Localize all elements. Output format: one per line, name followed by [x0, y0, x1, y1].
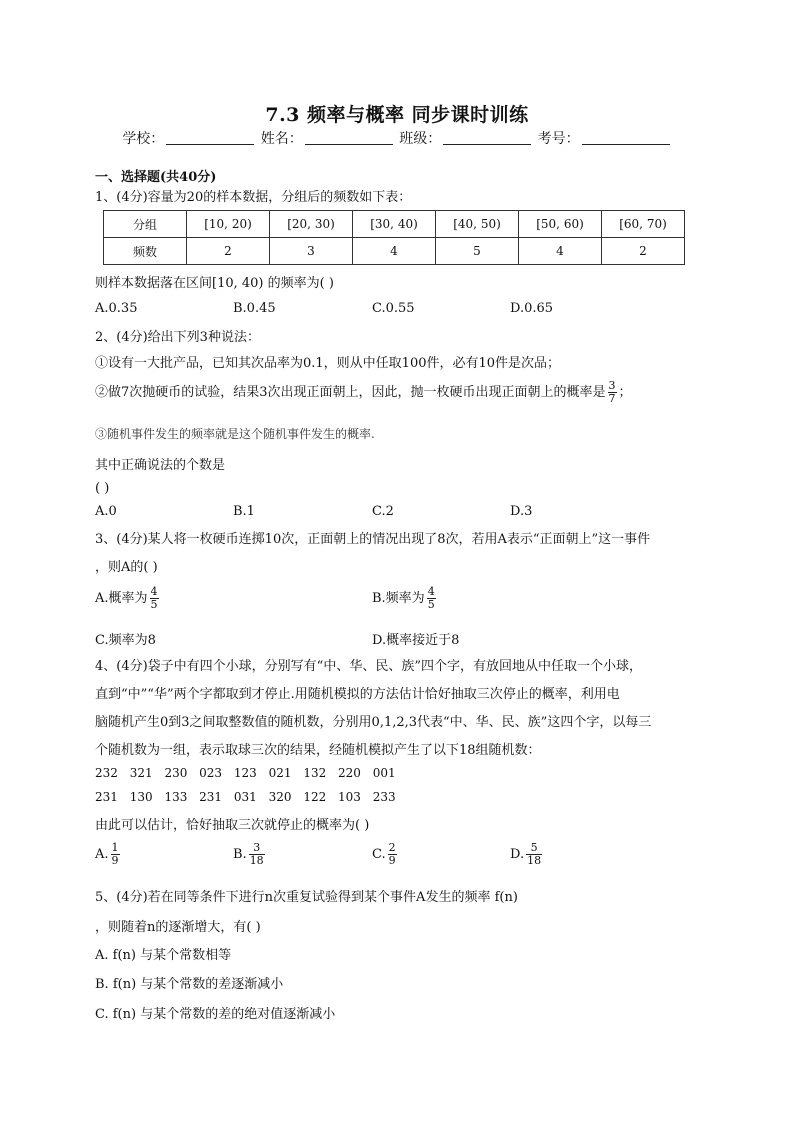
random-numbers-row-2: 231 130 133 231 031 320 122 103 233 — [95, 790, 396, 804]
class-label: 班级： — [399, 131, 442, 147]
fraction — [111, 842, 120, 867]
class-blank[interactable] — [443, 130, 531, 145]
table-header-cell: 频数 — [104, 238, 187, 265]
section-heading: 一、选择题(共40分) — [95, 170, 217, 185]
q2-answer-paren: ( ) — [95, 481, 110, 496]
q4-stem-line-3: 脑随机产生0到3之间取整数值的随机数，分别用0,1,2,3代表“中、华、民、族”这四个字，以每三 — [95, 715, 652, 730]
q1-option-c[interactable]: C.0.55 — [372, 301, 415, 316]
q5-stem-continued: ，则随着n的逐渐增大，有( ) — [95, 920, 261, 935]
q2-statement-2-end: ； — [618, 385, 632, 400]
name-label: 姓名： — [260, 131, 303, 147]
fraction — [526, 842, 542, 867]
q2-statement-3: ③随机事件发生的频率就是这个随机事件发生的概率. — [95, 427, 375, 441]
fraction — [608, 380, 617, 405]
name-blank[interactable] — [305, 130, 393, 145]
q3-option-b[interactable] — [372, 586, 438, 611]
q2-option-b[interactable]: B.1 — [233, 504, 255, 519]
table-cell: [60, 70) — [602, 211, 685, 238]
fraction-denominator: 18 — [249, 854, 264, 867]
exam-no-label: 考号： — [537, 131, 580, 147]
q4-stem-line-1: 4、(4分)袋子中有四个小球，分别写有“中、华、民、族”四个字，有放回地从中任取一个小球， — [95, 659, 642, 674]
fraction — [388, 842, 397, 867]
table-row — [104, 211, 685, 238]
q1-option-b[interactable]: B.0.45 — [233, 301, 276, 316]
q1-option-a[interactable]: A.0.35 — [95, 301, 138, 316]
q4-option-d-label: D. — [510, 847, 525, 862]
q1-stem: 1、(4分)容量为20的样本数据，分组后的频数如下表： — [95, 190, 412, 205]
table-row — [104, 238, 685, 265]
fraction — [249, 842, 265, 867]
q4-option-b[interactable] — [233, 842, 267, 867]
table-cell: [10, 20) — [187, 211, 270, 238]
table-cell: 4 — [519, 238, 602, 265]
fraction-denominator: 18 — [527, 854, 542, 867]
q4-option-d[interactable] — [510, 842, 544, 867]
q2-statement-2 — [95, 380, 632, 405]
exam-no-blank[interactable] — [582, 130, 670, 145]
q5-stem: 5、(4分)若在同等条件下进行n次重复试验得到某个事件A发生的频率 f(n) — [95, 890, 518, 905]
fraction-numerator: 3 — [608, 379, 616, 392]
fraction-denominator: 5 — [150, 598, 158, 611]
q5-option-b[interactable]: B. f(n) 与某个常数的差逐渐减小 — [95, 977, 284, 992]
table-cell: [40, 50) — [436, 211, 519, 238]
q1-question: 则样本数据落在区间[10, 40) 的频率为( ) — [95, 276, 334, 291]
q4-question: 由此可以估计，恰好抽取三次就停止的概率为( ) — [95, 818, 370, 833]
q2-stem: 2、(4分)给出下列3种说法： — [95, 330, 260, 345]
q4-option-b-label: B. — [233, 847, 247, 862]
q2-statement-2-text: ②做7次抛硬币的试验，结果3次出现正面朝上，因此，抛一枚硬币出现正面朝上的概率是 — [95, 385, 606, 400]
fraction-denominator: 5 — [427, 598, 435, 611]
fraction-numerator: 4 — [150, 585, 158, 598]
fraction-denominator: 9 — [111, 854, 119, 867]
q3-option-b-text: B.频率为 — [372, 591, 425, 606]
q4-option-a[interactable] — [95, 842, 122, 867]
table-cell: 2 — [187, 238, 270, 265]
q3-stem: 3、(4分)某人将一枚硬币连掷10次，正面朝上的情况出现了8次，若用A表示“正面朝上”这一事件 — [95, 532, 651, 547]
q1-option-d[interactable]: D.0.65 — [510, 301, 554, 316]
table-header-cell: 分组 — [104, 211, 187, 238]
fraction-numerator: 2 — [388, 841, 396, 854]
q3-option-d[interactable]: D.概率接近于8 — [372, 633, 460, 648]
q4-option-c-label: C. — [372, 847, 386, 862]
table-cell: [30, 40) — [353, 211, 436, 238]
q3-option-c[interactable]: C.频率为8 — [95, 633, 156, 648]
table-cell: 5 — [436, 238, 519, 265]
fraction-denominator: 7 — [608, 392, 616, 405]
fraction-denominator: 9 — [388, 854, 396, 867]
q2-option-d[interactable]: D.3 — [510, 504, 533, 519]
q5-option-a[interactable]: A. f(n) 与某个常数相等 — [95, 948, 232, 963]
table-cell: 2 — [602, 238, 685, 265]
q2-question: 其中正确说法的个数是 — [95, 458, 226, 473]
q4-stem-line-2: 直到“中”“华”两个字都取到才停止.用随机模拟的方法估计恰好抽取三次停止的概率，利用电 — [95, 687, 620, 702]
q3-option-a-text: A.概率为 — [95, 591, 148, 606]
school-blank[interactable] — [166, 130, 254, 145]
table-cell: 4 — [353, 238, 436, 265]
q4-option-a-label: A. — [95, 847, 109, 862]
page-title: 7.3 频率与概率 同步课时训练 — [265, 104, 529, 126]
school-label: 学校： — [122, 131, 165, 147]
student-info-line — [0, 128, 794, 148]
fraction-numerator: 5 — [526, 842, 542, 855]
q5-option-c[interactable]: C. f(n) 与某个常数的差的绝对值逐渐减小 — [95, 1007, 336, 1022]
q2-statement-1: ①设有一大批产品，已知其次品率为0.1，则从中任取100件，必有10件是次品； — [95, 356, 561, 371]
q4-stem-line-4: 个随机数为一组，表示取球三次的结果，经随机模拟产生了以下18组随机数： — [95, 743, 541, 758]
q4-option-c[interactable] — [372, 842, 399, 867]
table-cell: [20, 30) — [270, 211, 353, 238]
frequency-table — [103, 210, 685, 265]
table-cell: [50, 60) — [519, 211, 602, 238]
q2-option-c[interactable]: C.2 — [372, 504, 394, 519]
random-numbers-row-1: 232 321 230 023 123 021 132 220 001 — [95, 766, 396, 780]
table-cell: 3 — [270, 238, 353, 265]
q3-option-a[interactable] — [95, 586, 161, 611]
fraction-numerator: 1 — [111, 841, 119, 854]
q3-stem-continued: ，则A的( ) — [95, 560, 158, 575]
fraction-numerator: 4 — [427, 585, 435, 598]
fraction — [150, 586, 159, 611]
q2-option-a[interactable]: A.0 — [95, 504, 117, 519]
fraction-numerator: 3 — [249, 842, 265, 855]
fraction — [427, 586, 436, 611]
